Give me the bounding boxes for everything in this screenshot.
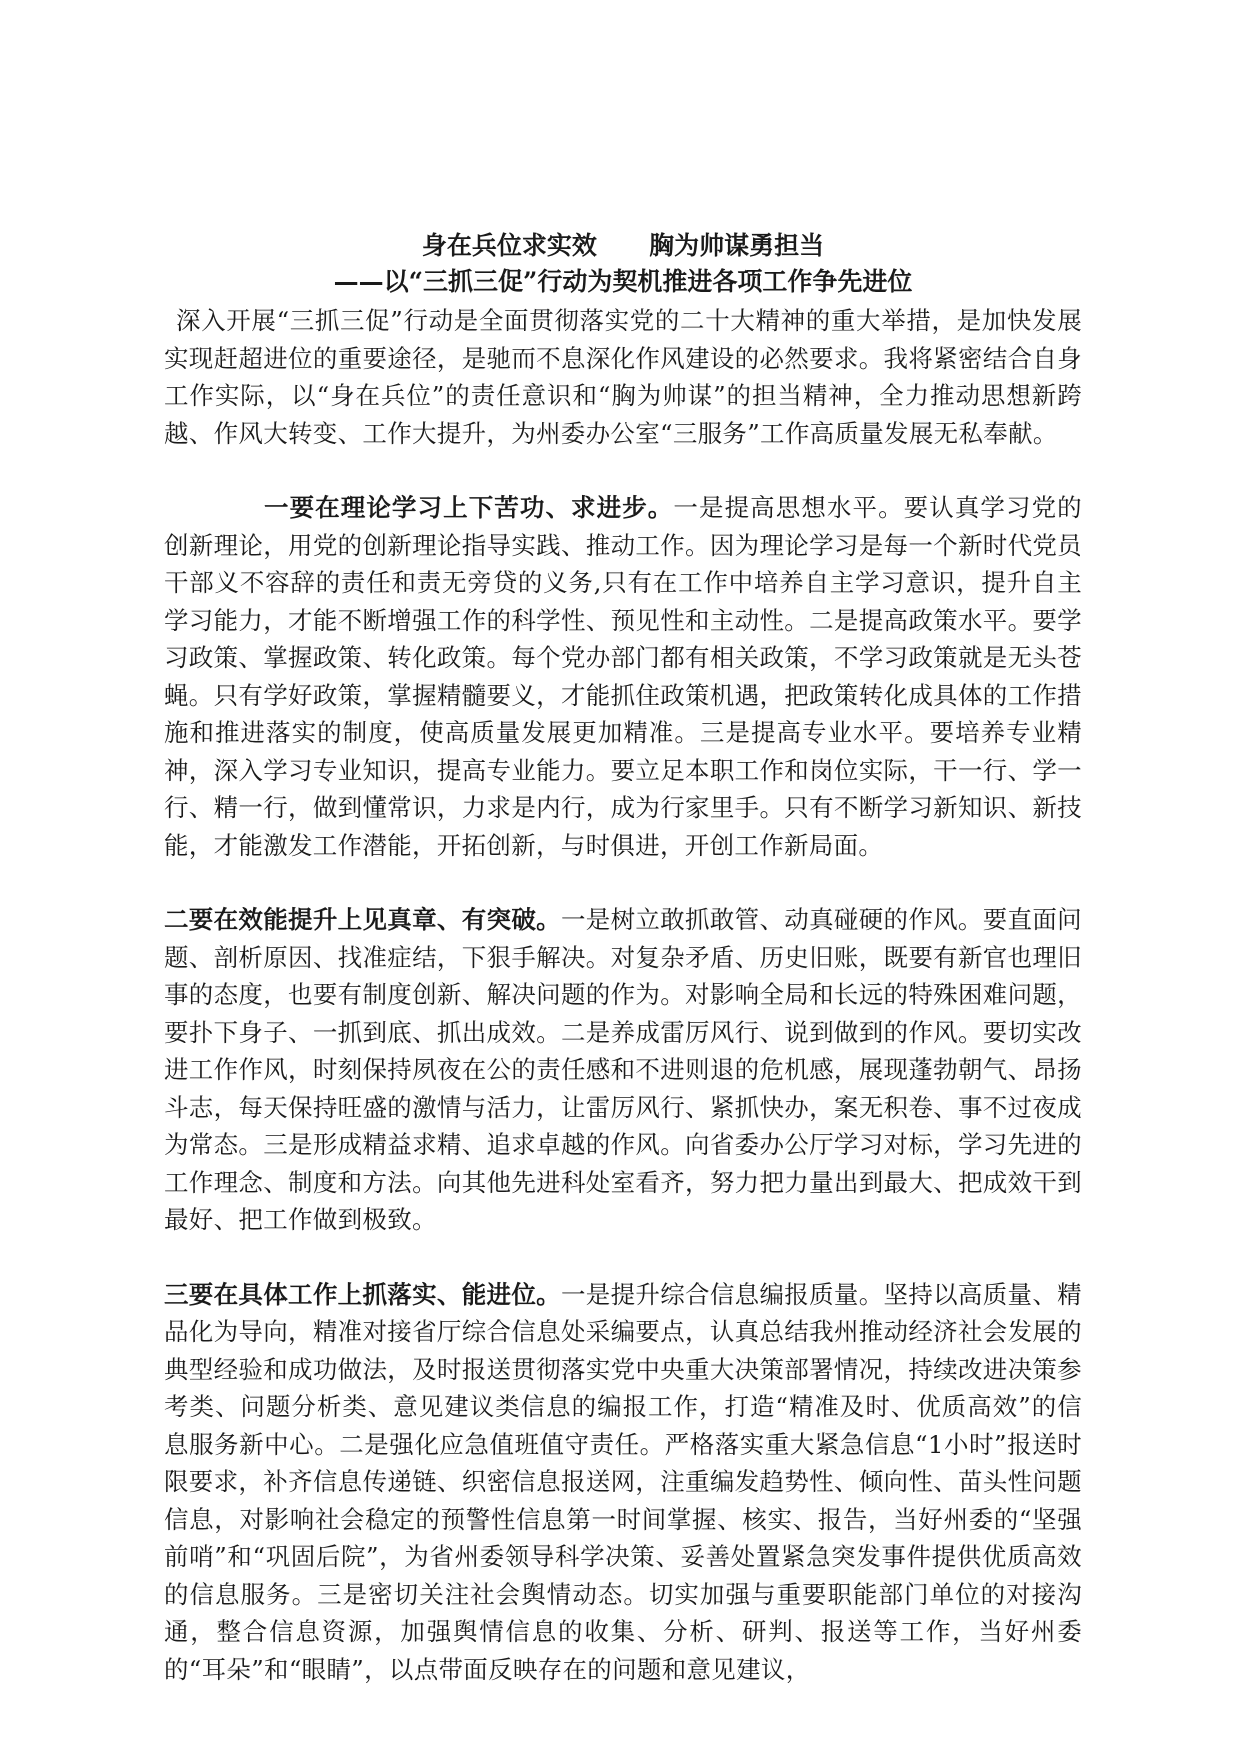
section-3-lead: 三要在具体工作上抓落实、能进位。 <box>164 1279 561 1309</box>
intro-paragraph: 深入开展“三抓三促”行动是全面贯彻落实党的二十大精神的重大举措，是加快发展实现赶超进位的重要途径，是驰而不息深化作风建设的必然要求。我将紧密结合自身工作实际，以“身在兵位”的责任意识和“胸为帅谋”的担当精神，全力推动思想新跨越、作风大转变、工作大提升，为州委办公室“三服务”工作高质量发展无私奉献。 <box>164 306 1082 448</box>
section-2-lead: 二要在效能提升上见真章、有突破。 <box>164 905 561 934</box>
document-subtitle: ——以“三抓三促”行动为契机推进各项工作争先进位 <box>333 267 913 296</box>
document-title: 身在兵位求实效 胸为帅谋勇担当 <box>421 231 825 260</box>
section-3-paragraph <box>164 1276 1082 1689</box>
section-1-paragraph <box>164 489 1082 864</box>
document-page <box>164 228 1082 1688</box>
section-3-body: 一是提升综合信息编报质量。坚持以高质量、精品化为导向，精准对接省厅综合信息处采编要点，认真总结我州推动经济社会发展的典型经验和成功做法，及时报送贯彻落实党中央重大决策部署情况，持续改进决策参考类、问题分析类、意见建议类信息的编报工作，打造“精准及时、优质高效”的信息服务新中心。二是强化应急值班值守责任。严格落实重大紧急信息“1小时”报送时限要求，补齐信息传递链、织密信息报送网，注重编发趋势性、倾向性、苗头性问题信息，对影响社会稳定的预警性信息第一时间掌握、核实、报告，当好州委的“坚强前哨”和“巩固后院”，为省州委领导科学决策、妥善处置紧急突发事件提供优质高效的信息服务。三是密切关注社会舆情动态。切实加强与重要职能部门单位的对接沟通，整合信息资源，加强舆情信息的收集、分析、研判、报送等工作，当好州委的“耳朵”和“眼睛”，以点带面反映存在的问题和意见建议， <box>164 1279 1082 1684</box>
section-1-lead: 一要在理论学习上下苦功、求进步。 <box>264 493 674 522</box>
section-2-body: 一是树立敢抓敢管、动真碰硬的作风。要直面问题、剖析原因、找准症结，下狠手解决。对复杂矛盾、历史旧账，既要有新官也理旧事的态度，也要有制度创新、解决问题的作为。对影响全局和长远的特殊困难问题，要扑下身子、一抓到底、抓出成效。二是养成雷厉风行、说到做到的作风。要切实改进工作作风，时刻保持夙夜在公的责任感和不进则退的危机感，展现蓬勃朝气、昂扬斗志，每天保持旺盛的激情与活力，让雷厉风行、紧抓快办，案无积卷、事不过夜成为常态。三是形成精益求精、追求卓越的作风。向省委办公厅学习对标，学习先进的工作理念、制度和方法。向其他先进科处室看齐，努力把力量出到最大、把成效干到最好、把工作做到极致。 <box>164 905 1082 1234</box>
section-2-paragraph <box>164 901 1082 1239</box>
section-1-body: 一是提高思想水平。要认真学习党的创新理论，用党的创新理论指导实践、推动工作。因为理论学习是每一个新时代党员干部义不容辞的责任和责无旁贷的义务,只有在工作中培养自主学习意识，提升自主学习能力，才能不断增强工作的科学性、预见性和主动性。二是提高政策水平。要学习政策、掌握政策、转化政策。每个党办部门都有相关政策，不学习政策就是无头苍蝇。只有学好政策，掌握精髓要义，才能抓住政策机遇，把政策转化成具体的工作措施和推进落实的制度，使高质量发展更加精准。三是提高专业水平。要培养专业精神，深入学习专业知识，提高专业能力。要立足本职工作和岗位实际，干一行、学一行、精一行，做到懂常识，力求是内行，成为行家里手。只有不断学习新知识、新技能，才能激发工作潜能，开拓创新，与时俱进，开创工作新局面。 <box>164 493 1082 860</box>
